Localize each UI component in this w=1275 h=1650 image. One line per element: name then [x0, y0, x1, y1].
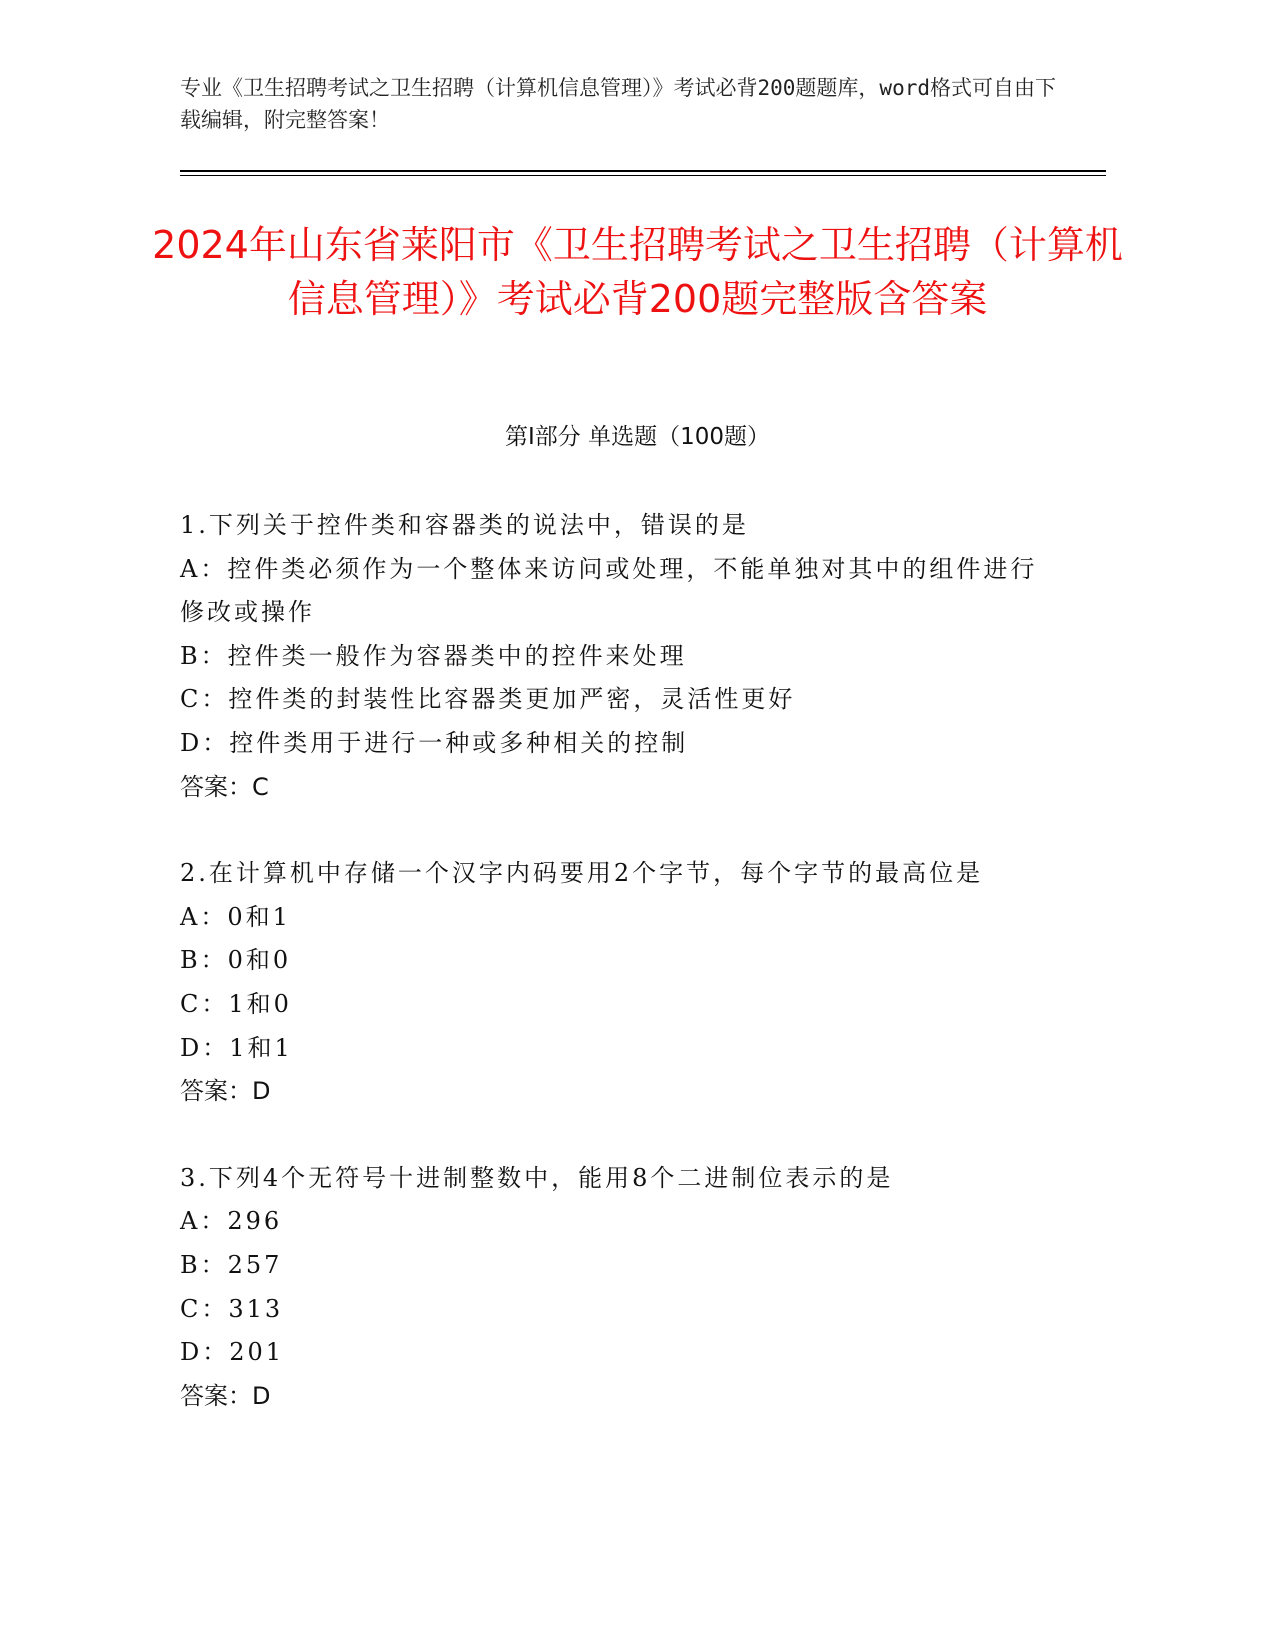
question-stem: 2.在计算机中存储一个汉字内码要用2个字节，每个字节的最高位是: [180, 859, 984, 888]
option-d: D：1和1: [180, 1033, 293, 1062]
option-d: D：201: [180, 1338, 285, 1367]
header-rule-thin: [180, 175, 1106, 176]
option-a: A：控件类必须作为一个整体来访问或处理，不能单独对其中的组件进行修改或操作: [180, 554, 1038, 627]
answer-line: 答案：D: [180, 1077, 271, 1106]
header-note: 专业《卫生招聘考试之卫生招聘（计算机信息管理）》考试必背200题题库，word格式可自由下载编辑，附完整答案！: [180, 76, 1056, 132]
option-a: A：0和1: [180, 902, 291, 931]
question-1: [180, 504, 1040, 809]
question-stem: 1.下列关于控件类和容器类的说法中，错误的是: [180, 511, 749, 539]
option-a: A：296: [180, 1207, 283, 1236]
answer-line: 答案：C: [180, 772, 269, 801]
option-d: D：控件类用于进行一种或多种相关的控制: [180, 728, 689, 757]
question-stem: 3.下列4个无符号十进制整数中，能用8个二进制位表示的是: [180, 1163, 894, 1192]
option-b: B：控件类一般作为容器类中的控件来处理: [180, 641, 687, 670]
option-b: B：0和0: [180, 946, 292, 975]
option-c: C：控件类的封装性比容器类更加严密，灵活性更好: [180, 685, 796, 714]
option-b: B：257: [180, 1250, 283, 1279]
document-title: 2024年山东省莱阳市《卫生招聘考试之卫生招聘（计算机信息管理）》考试必背200题完整版含答案: [152, 223, 1123, 321]
answer-line: 答案：D: [180, 1381, 271, 1410]
question-2: [180, 852, 1040, 1114]
question-list: [180, 504, 1040, 1461]
option-c: C：313: [180, 1294, 284, 1323]
option-c: C：1和0: [180, 989, 292, 1018]
header-rule-thick: [180, 170, 1106, 172]
section-title: 第Ⅰ部分 单选题（100题）: [505, 424, 770, 450]
question-3: [180, 1157, 1040, 1419]
